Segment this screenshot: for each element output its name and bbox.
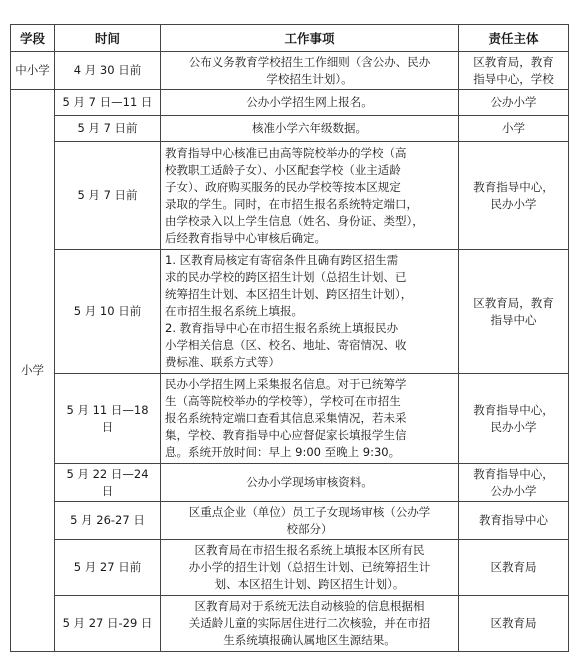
table-row (11, 596, 569, 652)
time-cell: 5 月 7 日前 (55, 116, 161, 142)
header-time: 时间 (55, 25, 161, 52)
item-cell (161, 52, 459, 90)
table-row (11, 540, 569, 596)
item-line: 统筹招生计划、本区招生计划、跨区招生计划）， (165, 287, 413, 301)
item-line: 关适龄儿童的实际居住进行二次核验，并在市招 (188, 616, 431, 630)
item-cell (161, 90, 459, 116)
item-line: 生（高等院校举办的学校等），学校可在市招生 (165, 394, 401, 408)
item-line: 民办小学招生网上采集报名信息。对于已统筹学 (165, 377, 407, 391)
owner-line: 指导中心，学校 (473, 71, 554, 86)
item-line: 教育指导中心核准已由高等院校举办的学校（高 (165, 145, 407, 160)
owner-cell (459, 464, 569, 502)
owner-cell (459, 52, 569, 90)
owner-line: 区教育局 (490, 560, 537, 574)
owner-cell (459, 374, 569, 464)
item-line: 公布义务教育学校招生工作细则（含公办、民办 (188, 54, 431, 69)
header-stage: 学段 (11, 25, 55, 52)
item-line: 校部分） (286, 521, 333, 536)
item-line: 区教育局对于系统无法自动核验的信息根据相 (194, 599, 425, 613)
owner-cell (459, 90, 569, 116)
item-line: 核准小学六年级数据。 (252, 121, 367, 135)
item-cell (161, 596, 459, 652)
owner-line: 教育指导中心 (479, 513, 548, 527)
table-row (11, 52, 569, 90)
item-line: 生系统填报确认属地区生源结果。 (223, 633, 396, 647)
owner-cell (459, 250, 569, 374)
owner-cell (459, 596, 569, 652)
item-cell (161, 464, 459, 502)
time-cell: 5 月 27 日前 (55, 540, 161, 596)
time-cell: 5 月 10 日前 (55, 250, 161, 374)
item-line: 公办小学现场审核资料。 (246, 475, 373, 489)
table-row (11, 250, 569, 374)
item-line: 报名系统特定端口查看其信息采集情况，若未采 (165, 411, 407, 425)
item-line: 息。系统开放时间：早上 9:00 至晚上 9:30。 (165, 445, 401, 459)
table-row (11, 116, 569, 142)
item-line: 子女）、政府购买服务的民办学校等按本区规定 (165, 179, 401, 194)
stage-cell-primary: 小学 (11, 90, 55, 652)
item-line: 费标准、联系方式等） (165, 355, 280, 369)
owner-line: 教育指导中心， (473, 402, 554, 417)
item-line: 求的民办学校的跨区招生计划（总招生计划、已 (165, 270, 407, 284)
item-line: 学校招生计划）。 (266, 71, 353, 86)
owner-line: 民办小学 (490, 196, 537, 211)
owner-cell (459, 142, 569, 250)
item-cell (161, 116, 459, 142)
admission-schedule-table (10, 24, 569, 652)
item-line: 办小学的招生计划（总招生计划、已统筹招生计 (188, 560, 431, 574)
time-cell: 5 月 26-27 日 (55, 502, 161, 540)
item-line: 在市招生报名系统上填报。 (165, 304, 303, 318)
item-line: 划、本区招生计划、跨区招生计划）。 (214, 577, 405, 591)
item-line: 区重点企业（单位）员工子女现场审核（公办学 (188, 504, 431, 519)
table-row (11, 374, 569, 464)
item-cell (161, 374, 459, 464)
owner-line: 民办小学 (490, 419, 537, 434)
item-line: 1. 区教育局核定有寄宿条件且确有跨区招生需 (165, 253, 399, 267)
time-cell: 5 月 7 日前 (55, 142, 161, 250)
item-line: 公办小学招生网上报名。 (246, 95, 373, 109)
item-line: 集，学校、教育指导中心应督促家长填报学生信 (165, 428, 407, 442)
time-cell: 5 月 11 日—18 日 (55, 374, 161, 464)
item-line: 校教职工适龄子女）、小区配套学校（业主适龄 (165, 162, 401, 177)
item-line: 2. 教育指导中心在市招生报名系统上填报民办 (165, 321, 399, 335)
owner-line: 区教育局，教育 (473, 54, 554, 69)
stage-cell-primary-secondary: 中小学 (11, 52, 55, 90)
owner-line: 公办小学 (490, 483, 537, 498)
owner-line: 教育指导中心， (473, 179, 554, 194)
owner-line: 公办小学 (490, 95, 537, 109)
owner-line: 区教育局，教育 (473, 295, 554, 310)
item-cell (161, 540, 459, 596)
owner-cell (459, 540, 569, 596)
owner-cell (459, 116, 569, 142)
item-line: 后经教育指导中心审核后确定。 (165, 230, 326, 245)
item-line: 区教育局在市招生报名系统上填报本区所有民 (194, 543, 425, 557)
owner-line: 指导中心 (490, 312, 537, 327)
owner-cell (459, 502, 569, 540)
header-owner: 责任主体 (459, 25, 569, 52)
table-row (11, 464, 569, 502)
header-item: 工作事项 (161, 25, 459, 52)
item-cell (161, 142, 459, 250)
time-cell: 4 月 30 日前 (55, 52, 161, 90)
item-cell (161, 250, 459, 374)
item-line: 小学相关信息（区、校名、地址、寄宿情况、收 (165, 338, 407, 352)
time-cell: 5 月 7 日—11 日 (55, 90, 161, 116)
time-cell: 5 月 27 日-29 日 (55, 596, 161, 652)
table-row (11, 90, 569, 116)
table-header-row (11, 25, 569, 52)
table-row (11, 142, 569, 250)
owner-line: 小学 (502, 121, 525, 135)
item-cell (161, 502, 459, 540)
table-row (11, 502, 569, 540)
owner-line: 教育指导中心， (473, 466, 554, 481)
owner-line: 区教育局 (490, 616, 537, 630)
item-line: 录取的学生。同时，在市招生报名系统特定端口， (165, 196, 418, 211)
time-cell: 5 月 22 日—24 日 (55, 464, 161, 502)
item-line: 由学校录入以上学生信息（姓名、身份证、类型）， (165, 213, 424, 228)
